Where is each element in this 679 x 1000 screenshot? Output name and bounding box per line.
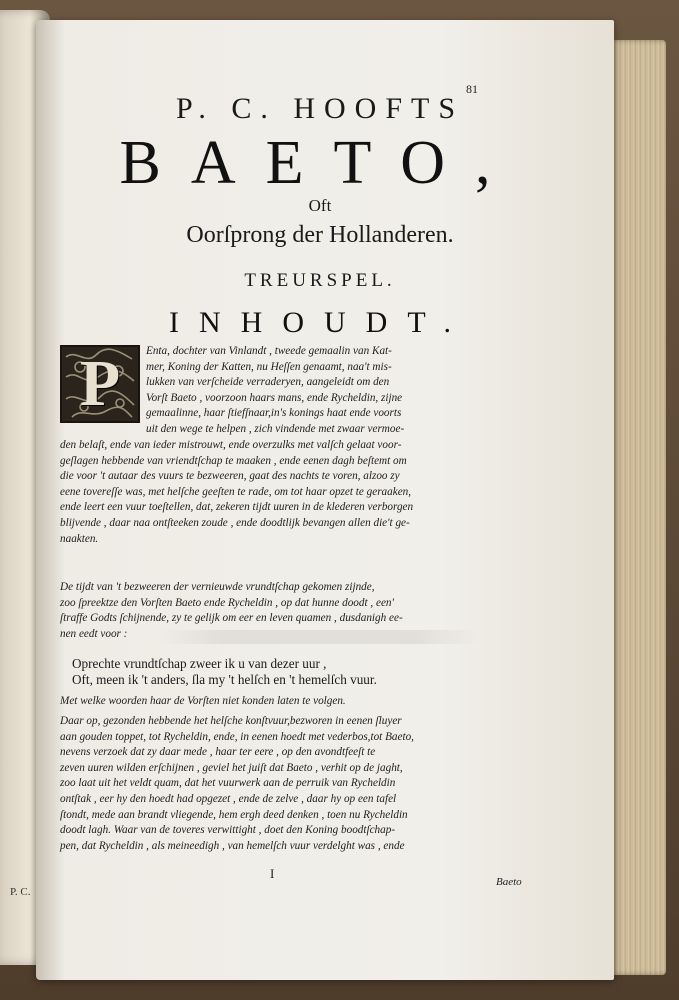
title-main: BAETO,	[119, 129, 521, 197]
text-line: blijvende , daar naa ontſteeken zoude , ende doodtlijk bevangen allen die't ge-	[60, 516, 410, 529]
text-line: mer, Koning der Katten, nu Heſſen genaamt, naa't mis-	[146, 360, 392, 373]
text-line: doodt lagh. Waar van de toveres verwittight , doet den Koning boodtſchap-	[60, 824, 396, 837]
text-line: geſlagen hebbende van vriendtſchap te maaken , ende eenen dagh beſtemt om	[60, 454, 407, 467]
text-line: De tijdt van 't bezweeren der vernieuwde vrundtſchap gekomen zijnde,	[60, 581, 375, 593]
text-line: Daar op, gezonden hebbende het helſche konſtvuur,bezworen in eenen ſluyer	[60, 715, 402, 727]
text-line: Met welke woorden haar de Vorſten niet konden laten te volgen.	[60, 695, 346, 707]
verse-oath	[72, 656, 542, 688]
text-line: eene toverеſſe was, met helſche geeſten te rade, om tot haar opzet te geraaken,	[60, 485, 412, 498]
text-line: aan gouden toppet, tot Rycheldin, ende, in eenen hoedt met vederbos,tot Baeto,	[60, 730, 414, 743]
text-line: den belaſt, ende van ieder mistrouwt, ende overzulks met valſch gelaat voor-	[60, 439, 402, 451]
text-line: zeven uuren wilden erſchijnen , geviel het juiſt dat Baeto , verhit op de jaght,	[60, 761, 403, 774]
show-through-text	[160, 630, 480, 644]
text-line: zoo ſpreektze den Vorſten Baeto ende Rycheldin , op dat hunne doodt , een'	[60, 596, 394, 609]
book-fore-edge	[612, 40, 666, 975]
signature-mark: I	[270, 866, 275, 881]
text-line: ende leert een vuur toeſtellen, dat, zekeren tijdt uuren in de klederen verborgen	[60, 501, 414, 514]
initial-letter: P	[79, 347, 121, 420]
text-line: ontſtak , eer hy den hoedt had opgezet , ende de zelve , daar hy op een tafel	[60, 792, 397, 805]
text-line: uit den wege te helpen , zich vindende met zwaar vermoe-	[146, 422, 405, 435]
text-line: gemaalinne, haar ſtiefſnaar,in's konings haat ende voorts	[146, 407, 402, 420]
title-author: P. C. HOOFTS	[175, 92, 465, 125]
title-oft: Oft	[308, 196, 332, 215]
decorated-initial	[60, 345, 140, 423]
verse-line: Oprechte vrundtſchap zweer ik u van dezer uur ,	[72, 656, 327, 671]
text-line: pen, dat Rycheldin , als meineedigh , van hemelſch vuur verdelght was , ende	[60, 839, 405, 852]
section-heading: INHOUDT.	[169, 306, 471, 339]
text-line: ſtondt, mede aan brandt vliegende, hem ergh deed denken , toen nu Rycheldin	[60, 808, 408, 821]
paragraph-1-indented	[146, 344, 536, 438]
page-number: 81	[466, 82, 478, 96]
verse-line: Oft, meen ik 't anders, ſla my 't helſch en 't hemelſch vuur.	[72, 672, 377, 687]
text-line: Enta, dochter van Vinlandt , tweede gemaalin van Kat-	[146, 345, 392, 357]
paragraph-4	[60, 714, 540, 854]
text-line: lukken van verſcheide verraderyen, aangeleidt om den	[146, 376, 390, 389]
text-line: Vorſt Baeto , voorzoon haars mans, ende Rycheldin, zijne	[146, 391, 403, 404]
paragraph-1-full	[60, 438, 540, 547]
text-line: ſtraffe Godts ſchijnende, zy te gelijk om eer en leven quamen , dusdanigh ee-	[60, 612, 403, 625]
text-line: nen eedt voor :	[60, 627, 128, 640]
title-subtitle: Oorſprong der Hollanderen.	[186, 222, 454, 248]
left-page-running-text: P. C.	[10, 886, 31, 898]
paragraph-3	[60, 694, 540, 710]
text-line: zoo laat uit het veldt quam, dat het vuurwerk aan de perruik van Rycheldin	[60, 777, 396, 790]
text-line: naakten.	[60, 532, 99, 545]
text-line: nevens verzoek dat zy daar mede , haar ter eere , op den avondtfeeſt te	[60, 746, 376, 759]
title-genre: TREURSPEL.	[244, 270, 396, 291]
text-line: die voor 't autaar des vuurs te bezweeren, gaat des nachts te voren, alzoo zy	[60, 470, 400, 483]
catchword: Baeto	[496, 876, 522, 888]
